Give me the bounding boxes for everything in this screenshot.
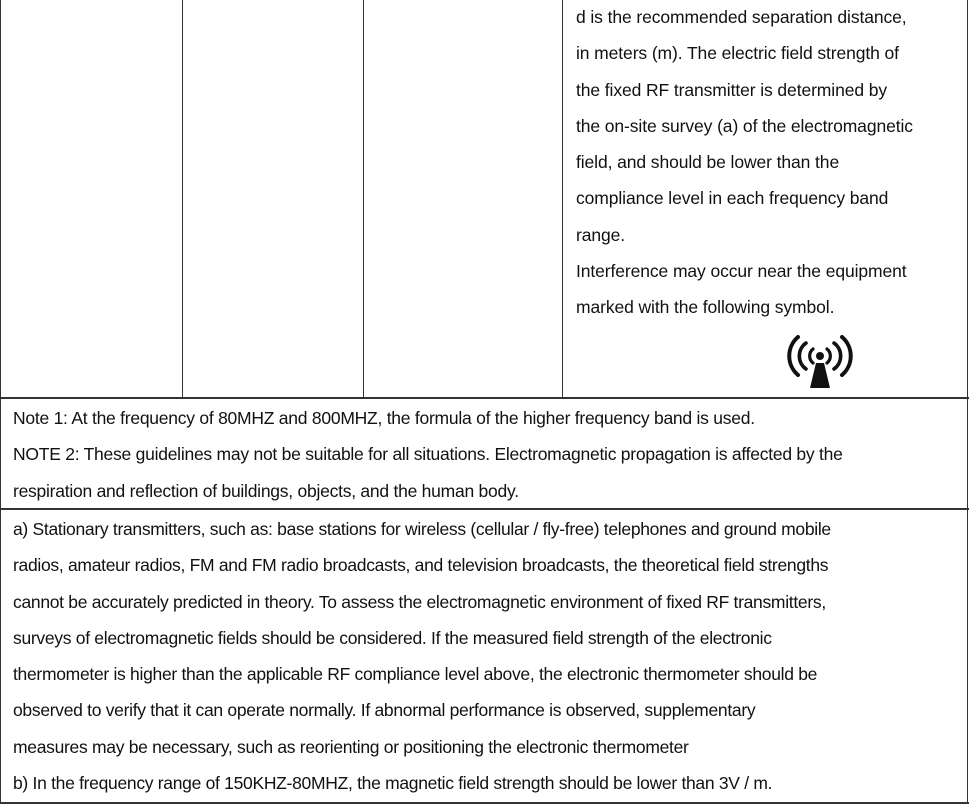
text-line: range.: [576, 224, 626, 245]
footnote-a-line: surveys of electromagnetic fields should be considered. If the measured field strength of the electronic: [13, 627, 772, 648]
table-cell-col-3: [364, 0, 563, 398]
text-line: compliance level in each frequency band: [576, 188, 889, 209]
table-bottom-border: [0, 802, 969, 804]
footnote-a-line: radios, amateur radios, FM and FM radio broadcasts, and television broadcasts, the theoretical field strengths: [13, 555, 829, 576]
text-line: the fixed RF transmitter is determined by: [576, 79, 888, 100]
notes-paragraph: [13, 400, 843, 509]
separation-distance-paragraph: [576, 0, 913, 253]
table-cell-compliance-description: [563, 0, 969, 398]
text-line: field, and should be lower than the: [576, 152, 840, 173]
text-line: d is the recommended separation distance,: [576, 7, 907, 27]
text-line: the on-site survey (a) of the electromagnetic: [576, 115, 913, 136]
note-1: Note 1: At the frequency of 80MHZ and 800MHZ, the formula of the higher frequency band is used.: [13, 408, 755, 428]
footnote-a-line: measures may be necessary, such as reorienting or positioning the electronic thermometer: [13, 736, 689, 757]
footnote-a-line: cannot be accurately predicted in theory. To assess the electromagnetic environment of fixed RF transmitters,: [13, 591, 826, 612]
table-row-footnotes: [0, 510, 968, 803]
text-line: marked with the following symbol.: [576, 297, 835, 318]
non-ionizing-radiation-icon: [787, 333, 853, 389]
footnote-b: b) In the frequency range of 150KHZ-80MHZ, the magnetic field strength should be lower than 3V / m.: [13, 773, 773, 794]
note-2: NOTE 2: These guidelines may not be suitable for all situations. Electromagnetic propagation is affected by the: [13, 444, 843, 465]
table-row-top: [0, 0, 968, 398]
text-line: Interference may occur near the equipment: [576, 261, 907, 281]
footnote-a-line: a) Stationary transmitters, such as: base stations for wireless (cellular / fly-free) telephones and ground mobile: [13, 519, 831, 539]
footnote-a-line: observed to verify that it can operate normally. If abnormal performance is observed, supplementary: [13, 700, 756, 721]
interference-warning-paragraph: [576, 253, 907, 326]
footnote-a-line: thermometer is higher than the applicable RF compliance level above, the electronic thermometer should be: [13, 664, 818, 685]
table-row-notes: [0, 398, 968, 508]
text-line: in meters (m). The electric field strength of: [576, 43, 899, 64]
table-cell-col-2: [183, 0, 364, 398]
note-2-continued: respiration and reflection of buildings, objects, and the human body.: [13, 480, 519, 501]
footnotes-paragraph: [13, 511, 831, 801]
table-cell-col-1: [1, 0, 183, 398]
